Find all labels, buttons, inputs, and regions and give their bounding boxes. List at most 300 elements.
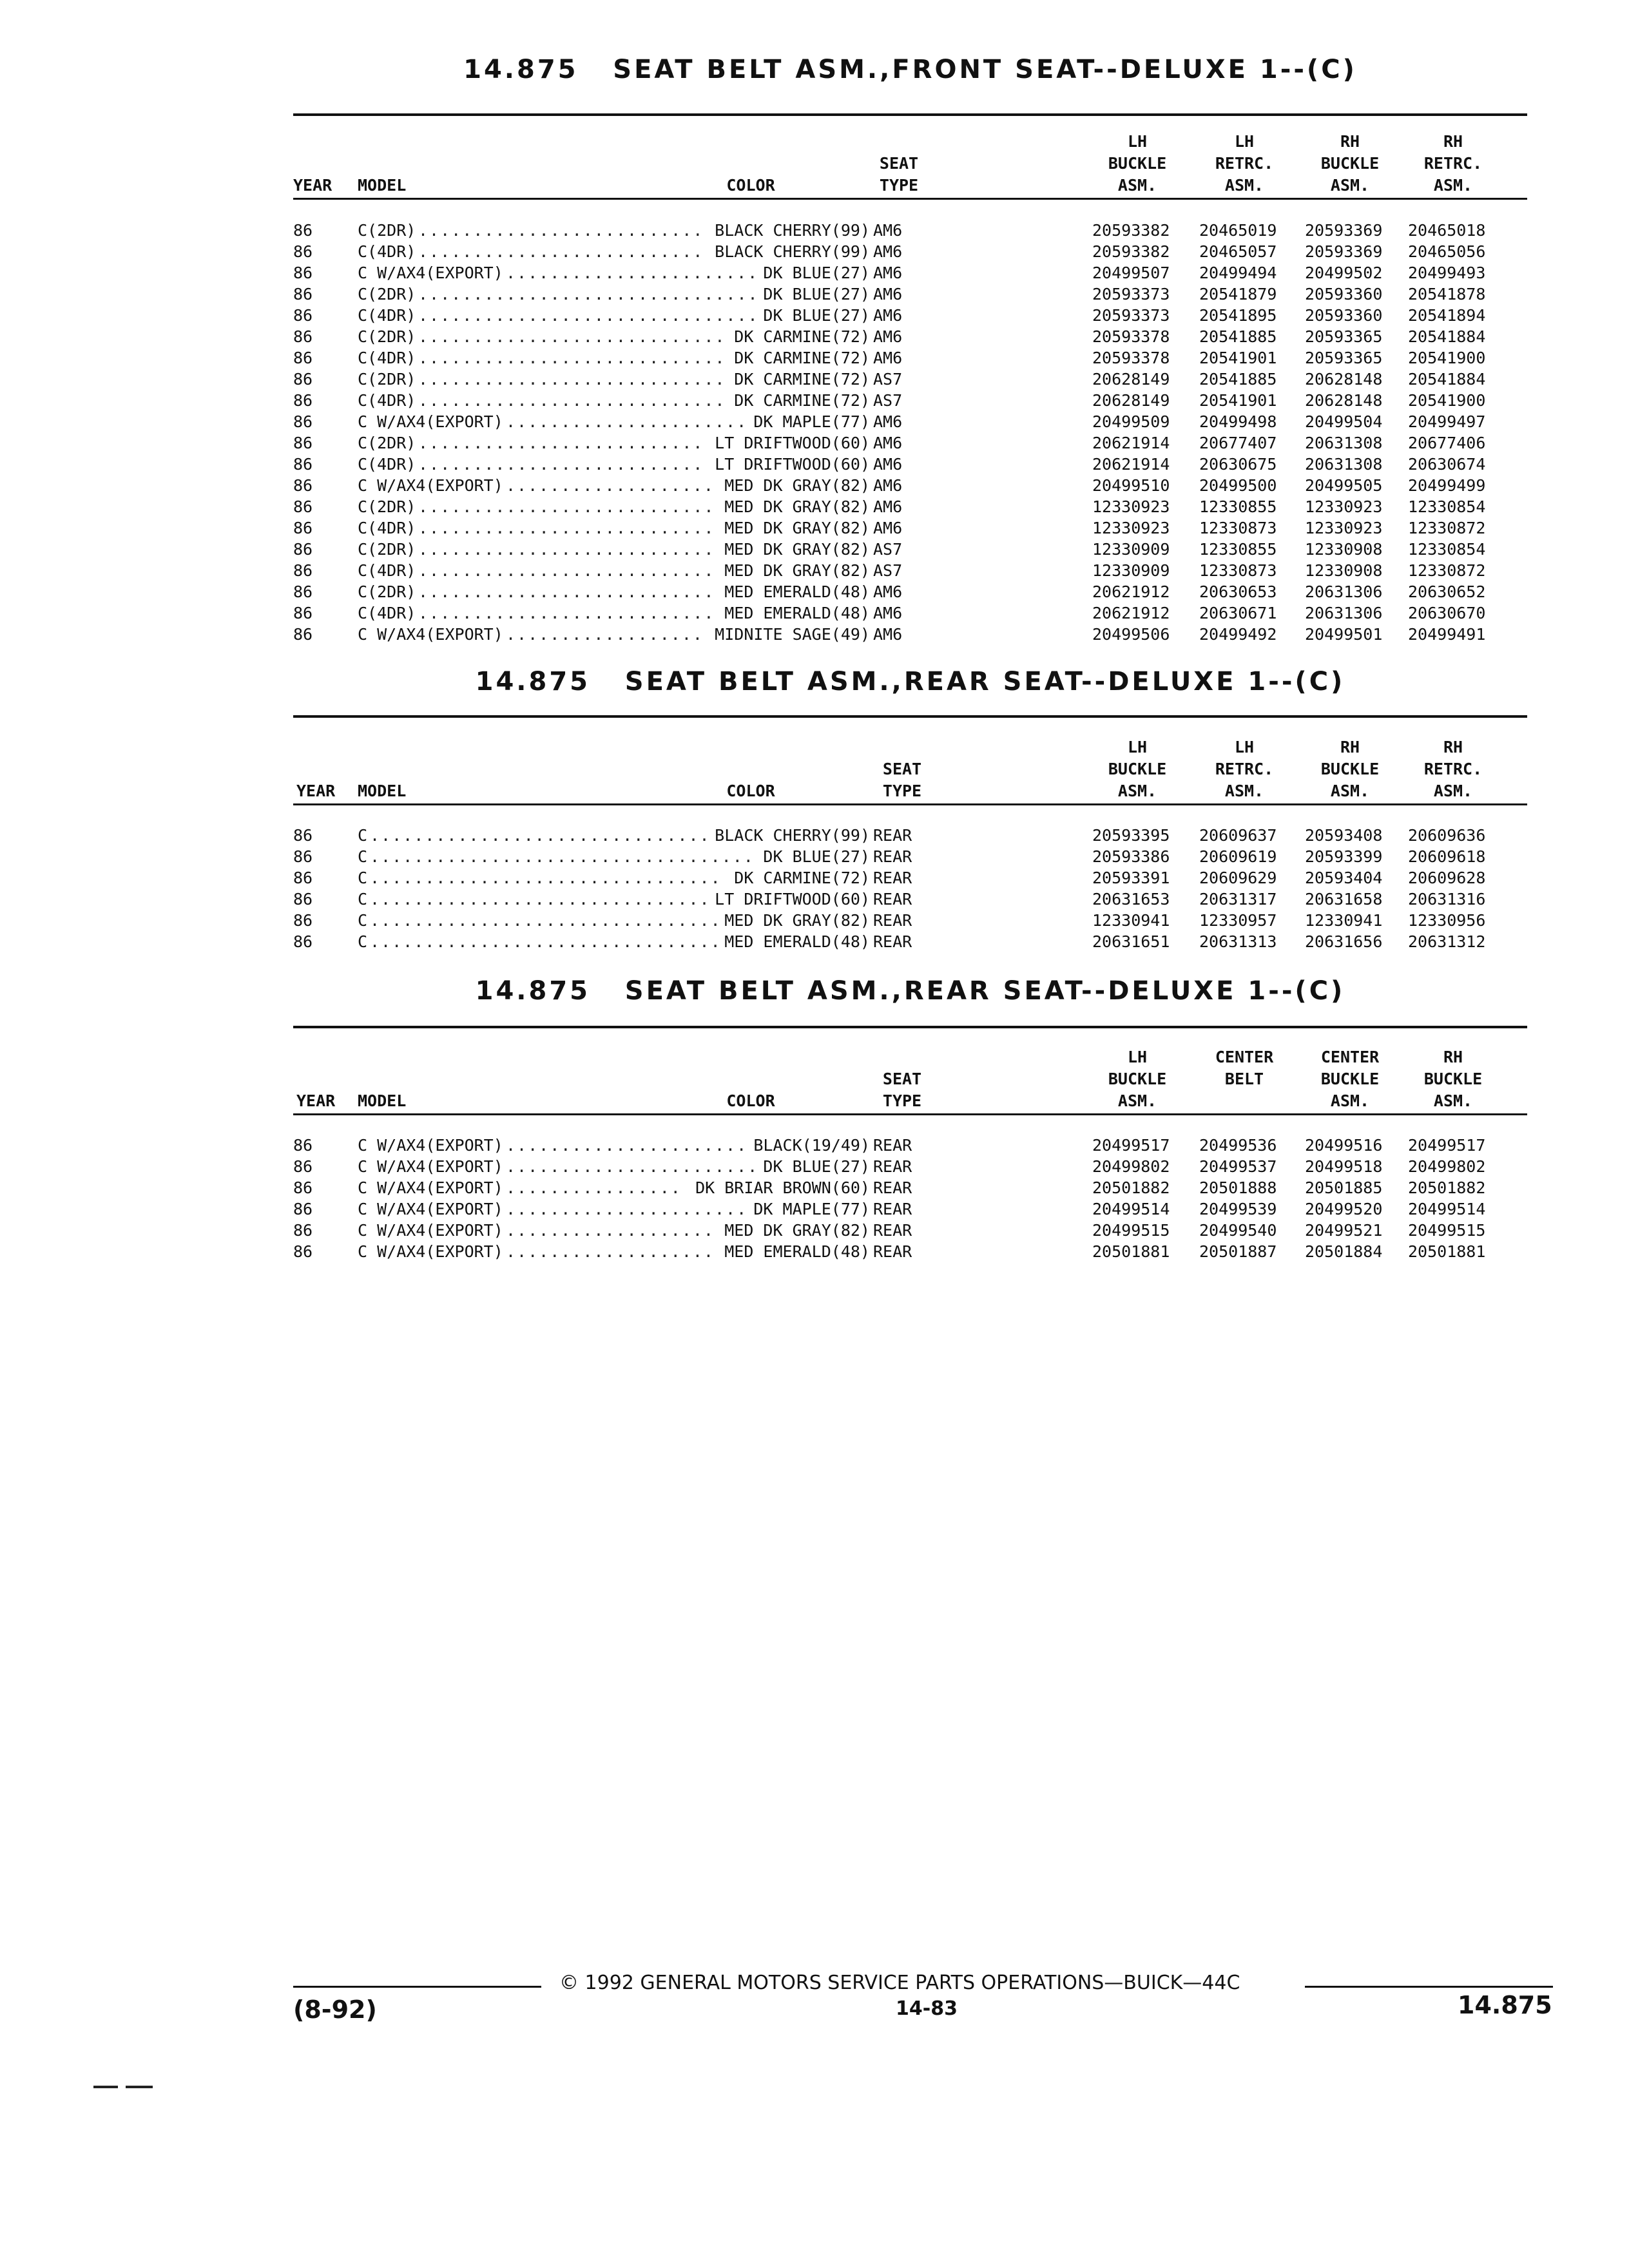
color-cell: LT DRIFTWOOD(60) (715, 890, 870, 908)
model-cell: C W/AX4(EXPORT) (358, 1242, 503, 1261)
color-cell: DK CARMINE(72) (734, 869, 870, 887)
n2-cell: 12330873 (1199, 519, 1277, 537)
header-model: MODEL (358, 782, 407, 800)
footer-page-number: 14-83 (896, 1997, 958, 2020)
color-cell: DK MAPLE(77) (753, 412, 870, 431)
color-cell: MED DK GRAY(82) (724, 540, 870, 559)
n2-cell: 20677407 (1199, 434, 1277, 452)
n3-cell: 20593404 (1305, 869, 1383, 887)
leader-dots: ............................ (418, 391, 726, 410)
color-cell: DK CARMINE(72) (734, 349, 870, 367)
table-row (293, 1177, 1527, 1198)
seat-type-cell: AM6 (873, 582, 903, 601)
n2-cell: 20630675 (1199, 455, 1277, 474)
color-cell: DK BLUE(27) (763, 847, 870, 866)
n3-cell: 20593369 (1305, 242, 1383, 261)
header-n3: RH BUCKLE ASM. (1320, 132, 1380, 195)
seat-type-cell: REAR (873, 1136, 912, 1155)
seat-type-cell: AM6 (873, 434, 903, 452)
leader-dots: ................... (506, 1242, 715, 1261)
header-model: MODEL (358, 176, 407, 195)
header-seat-type: SEAT TYPE (882, 760, 922, 800)
leader-dots: ...................... (506, 412, 748, 431)
n4-cell: 20499517 (1408, 1136, 1486, 1155)
n2-cell: 20499540 (1199, 1221, 1277, 1240)
model-cell: C(2DR) (358, 540, 416, 559)
leader-dots: .......................... (418, 221, 704, 240)
header-year: YEAR (293, 176, 333, 195)
seat-type-cell: AM6 (873, 604, 903, 622)
header-n2: LH RETRC. ASM. (1215, 738, 1274, 800)
n3-cell: 20499518 (1305, 1157, 1383, 1176)
year-cell: 86 (293, 434, 313, 452)
color-cell: BLACK CHERRY(99) (715, 242, 870, 261)
model-cell: C W/AX4(EXPORT) (358, 264, 503, 282)
n3-cell: 20631308 (1305, 434, 1383, 452)
n2-cell: 20630653 (1199, 582, 1277, 601)
n4-cell: 20677406 (1408, 434, 1486, 452)
header-n3: CENTER BUCKLE ASM. (1320, 1048, 1380, 1110)
seat-type-cell: REAR (873, 1178, 912, 1197)
n3-cell: 20501885 (1305, 1178, 1383, 1197)
n4-cell: 20631316 (1408, 890, 1486, 908)
table-row (293, 581, 1527, 602)
n3-cell: 20499505 (1305, 476, 1383, 495)
leader-dots: ........................... (418, 582, 715, 601)
color-cell: DK BRIAR BROWN(60) (695, 1178, 870, 1197)
color-cell: MED DK GRAY(82) (724, 911, 870, 930)
color-cell: BLACK CHERRY(99) (715, 826, 870, 845)
n4-cell: 12330854 (1408, 540, 1486, 559)
n1-cell: 20499510 (1092, 476, 1170, 495)
model-cell: C(2DR) (358, 285, 416, 303)
seat-type-cell: AS7 (873, 391, 903, 410)
model-cell: C(2DR) (358, 370, 416, 389)
n2-cell: 20609637 (1199, 826, 1277, 845)
seat-type-cell: REAR (873, 1242, 912, 1261)
leader-dots: ....................... (506, 1157, 759, 1176)
n1-cell: 20628149 (1092, 370, 1170, 389)
seat-type-cell: AM6 (873, 264, 903, 282)
n4-cell: 12330872 (1408, 561, 1486, 580)
n2-cell: 20499500 (1199, 476, 1277, 495)
model-cell: C W/AX4(EXPORT) (358, 625, 503, 644)
n1-cell: 20593373 (1092, 285, 1170, 303)
footer-rule-right (1305, 1986, 1553, 1988)
year-cell: 86 (293, 476, 313, 495)
n4-cell: 20501882 (1408, 1178, 1486, 1197)
n1-cell: 20593378 (1092, 349, 1170, 367)
n4-cell: 20541900 (1408, 391, 1486, 410)
divider (293, 113, 1527, 116)
n1-cell: 12330909 (1092, 561, 1170, 580)
year-cell: 86 (293, 604, 313, 622)
header-n4: RH BUCKLE ASM. (1423, 1048, 1483, 1110)
n2-cell: 20541885 (1199, 370, 1277, 389)
year-cell: 86 (293, 412, 313, 431)
seat-type-cell: AM6 (873, 306, 903, 325)
leader-dots: ........................... (418, 540, 715, 559)
seat-type-cell: AM6 (873, 625, 903, 644)
leader-dots: ............................ (418, 349, 726, 367)
n1-cell: 20621912 (1092, 582, 1170, 601)
n3-cell: 20628148 (1305, 370, 1383, 389)
n1-cell: 12330909 (1092, 540, 1170, 559)
n1-cell: 20593378 (1092, 327, 1170, 346)
table-row (293, 1156, 1527, 1177)
n1-cell: 20499507 (1092, 264, 1170, 282)
divider (293, 715, 1527, 718)
table-row (293, 1241, 1527, 1262)
leader-dots: ................... (506, 476, 715, 495)
color-cell: BLACK CHERRY(99) (715, 221, 870, 240)
n2-cell: 20501887 (1199, 1242, 1277, 1261)
n4-cell: 20541900 (1408, 349, 1486, 367)
model-cell: C (358, 932, 368, 951)
model-cell: C (358, 847, 368, 866)
header-n2: LH RETRC. ASM. (1215, 132, 1274, 195)
model-cell: C(2DR) (358, 434, 416, 452)
table-row (293, 602, 1527, 624)
year-cell: 86 (293, 1200, 313, 1218)
n2-cell: 20630671 (1199, 604, 1277, 622)
n3-cell: 20499502 (1305, 264, 1383, 282)
model-cell: C W/AX4(EXPORT) (358, 412, 503, 431)
color-cell: DK BLUE(27) (763, 264, 870, 282)
table-row (293, 347, 1527, 369)
n2-cell: 12330855 (1199, 497, 1277, 516)
color-cell: DK BLUE(27) (763, 306, 870, 325)
model-cell: C (358, 890, 368, 908)
leader-dots: ............................ (418, 327, 726, 346)
n1-cell: 20499802 (1092, 1157, 1170, 1176)
n2-cell: 20541901 (1199, 391, 1277, 410)
n2-cell: 20465019 (1199, 221, 1277, 240)
table-row (293, 390, 1527, 411)
model-cell: C (358, 911, 368, 930)
n1-cell: 20631651 (1092, 932, 1170, 951)
year-cell: 86 (293, 370, 313, 389)
leader-dots: ...................... (506, 1136, 748, 1155)
leader-dots: ................................... (370, 847, 755, 866)
year-cell: 86 (293, 327, 313, 346)
n2-cell: 12330957 (1199, 911, 1277, 930)
table-row (293, 284, 1527, 305)
n3-cell: 12330908 (1305, 561, 1383, 580)
header-divider (293, 1113, 1527, 1115)
n1-cell: 20621914 (1092, 434, 1170, 452)
seat-type-cell: AS7 (873, 370, 903, 389)
table-row (293, 496, 1527, 517)
color-cell: DK MAPLE(77) (753, 1200, 870, 1218)
n2-cell: 20609629 (1199, 869, 1277, 887)
year-cell: 86 (293, 1136, 313, 1155)
n3-cell: 20593399 (1305, 847, 1383, 866)
year-cell: 86 (293, 1221, 313, 1240)
seat-type-cell: AM6 (873, 327, 903, 346)
model-cell: C W/AX4(EXPORT) (358, 1157, 503, 1176)
table-row (293, 517, 1527, 539)
table-row (293, 220, 1527, 241)
color-cell: BLACK(19/49) (753, 1136, 870, 1155)
table-row (293, 262, 1527, 284)
model-cell: C (358, 869, 368, 887)
year-cell: 86 (293, 1178, 313, 1197)
n1-cell: 20501882 (1092, 1178, 1170, 1197)
n1-cell: 12330941 (1092, 911, 1170, 930)
seat-type-cell: REAR (873, 890, 912, 908)
leader-dots: ................................ (370, 869, 722, 887)
model-cell: C(2DR) (358, 582, 416, 601)
table-row (293, 369, 1527, 390)
n1-cell: 20499506 (1092, 625, 1170, 644)
year-cell: 86 (293, 519, 313, 537)
year-cell: 86 (293, 391, 313, 410)
header-n4: RH RETRC. ASM. (1423, 738, 1483, 800)
model-cell: C W/AX4(EXPORT) (358, 1136, 503, 1155)
table-row (293, 241, 1527, 262)
table-row (293, 910, 1527, 931)
color-cell: MED EMERALD(48) (724, 1242, 870, 1261)
leader-dots: ........................... (418, 519, 715, 537)
n3-cell: 20593365 (1305, 349, 1383, 367)
n4-cell: 20630674 (1408, 455, 1486, 474)
leader-dots: ........................... (418, 604, 715, 622)
n2-cell: 12330873 (1199, 561, 1277, 580)
n3-cell: 20631308 (1305, 455, 1383, 474)
header-color: COLOR (726, 176, 775, 195)
table-row (293, 475, 1527, 496)
table-row (293, 411, 1527, 432)
leader-dots: ................... (506, 1221, 715, 1240)
model-cell: C(2DR) (358, 497, 416, 516)
table-row (293, 1220, 1527, 1241)
model-cell: C(4DR) (358, 391, 416, 410)
header-color: COLOR (726, 782, 775, 800)
n2-cell: 20541895 (1199, 306, 1277, 325)
year-cell: 86 (293, 847, 313, 866)
seat-type-cell: AM6 (873, 497, 903, 516)
year-cell: 86 (293, 1242, 313, 1261)
n1-cell: 20593382 (1092, 242, 1170, 261)
scan-mark (93, 2086, 118, 2088)
n2-cell: 20541885 (1199, 327, 1277, 346)
n4-cell: 20499493 (1408, 264, 1486, 282)
seat-type-cell: AM6 (873, 285, 903, 303)
n4-cell: 20499497 (1408, 412, 1486, 431)
n1-cell: 20593391 (1092, 869, 1170, 887)
n2-cell: 20499494 (1199, 264, 1277, 282)
color-cell: DK BLUE(27) (763, 1157, 870, 1176)
leader-dots: .......................... (418, 242, 704, 261)
n2-cell: 20499537 (1199, 1157, 1277, 1176)
leader-dots: ....................... (506, 264, 759, 282)
header-n2: CENTER BELT (1215, 1048, 1274, 1088)
seat-type-cell: AM6 (873, 242, 903, 261)
n3-cell: 20499521 (1305, 1221, 1383, 1240)
footer-section-number: 14.875 (1458, 1991, 1552, 2019)
table-row (293, 825, 1527, 846)
color-cell: MIDNITE SAGE(49) (715, 625, 870, 644)
year-cell: 86 (293, 221, 313, 240)
header-year: YEAR (296, 1091, 336, 1110)
n3-cell: 20593369 (1305, 221, 1383, 240)
color-cell: MED DK GRAY(82) (724, 561, 870, 580)
table-row (293, 432, 1527, 454)
n1-cell: 20499515 (1092, 1221, 1170, 1240)
leader-dots: ............................... (418, 285, 759, 303)
leader-dots: .................. (506, 625, 704, 644)
table-row (293, 931, 1527, 952)
table-row (293, 1198, 1527, 1220)
n3-cell: 12330923 (1305, 519, 1383, 537)
footer-copyright: © 1992 GENERAL MOTORS SERVICE PARTS OPERATIONS—BUICK—44C (559, 1972, 1240, 1994)
n2-cell: 20499492 (1199, 625, 1277, 644)
color-cell: LT DRIFTWOOD(60) (715, 455, 870, 474)
year-cell: 86 (293, 306, 313, 325)
n3-cell: 20501884 (1305, 1242, 1383, 1261)
seat-type-cell: AM6 (873, 455, 903, 474)
n3-cell: 20499504 (1305, 412, 1383, 431)
n2-cell: 20631313 (1199, 932, 1277, 951)
header-seat-type: SEAT TYPE (879, 154, 919, 195)
n3-cell: 20593360 (1305, 285, 1383, 303)
color-cell: LT DRIFTWOOD(60) (715, 434, 870, 452)
leader-dots: ........................... (418, 497, 715, 516)
n1-cell: 20631653 (1092, 890, 1170, 908)
n3-cell: 20593360 (1305, 306, 1383, 325)
table-row (293, 454, 1527, 475)
n1-cell: 20593373 (1092, 306, 1170, 325)
leader-dots: ............................... (370, 826, 711, 845)
seat-type-cell: AM6 (873, 412, 903, 431)
n2-cell: 20499498 (1199, 412, 1277, 431)
n3-cell: 12330923 (1305, 497, 1383, 516)
seat-type-cell: REAR (873, 1221, 912, 1240)
leader-dots: ................ (506, 1178, 682, 1197)
n4-cell: 20499515 (1408, 1221, 1486, 1240)
year-cell: 86 (293, 625, 313, 644)
year-cell: 86 (293, 561, 313, 580)
year-cell: 86 (293, 911, 313, 930)
year-cell: 86 (293, 582, 313, 601)
model-cell: C W/AX4(EXPORT) (358, 1178, 503, 1197)
model-cell: C W/AX4(EXPORT) (358, 476, 503, 495)
seat-type-cell: AM6 (873, 349, 903, 367)
n2-cell: 20465057 (1199, 242, 1277, 261)
model-cell: C(2DR) (358, 327, 416, 346)
section-title: 14.875 SEAT BELT ASM.,FRONT SEAT--DELUXE 1--(C) (463, 55, 1357, 84)
seat-type-cell: REAR (873, 869, 912, 887)
header-seat-type: SEAT TYPE (882, 1070, 922, 1110)
n3-cell: 12330908 (1305, 540, 1383, 559)
n4-cell: 20501881 (1408, 1242, 1486, 1261)
n1-cell: 20499517 (1092, 1136, 1170, 1155)
n4-cell: 12330956 (1408, 911, 1486, 930)
color-cell: MED DK GRAY(82) (724, 1221, 870, 1240)
leader-dots: .......................... (418, 455, 704, 474)
header-year: YEAR (296, 782, 336, 800)
parts-table (293, 1135, 1527, 1262)
model-cell: C W/AX4(EXPORT) (358, 1200, 503, 1218)
n1-cell: 12330923 (1092, 497, 1170, 516)
leader-dots: ............................... (370, 890, 711, 908)
n2-cell: 20499539 (1199, 1200, 1277, 1218)
seat-type-cell: AM6 (873, 519, 903, 537)
table-row (293, 560, 1527, 581)
seat-type-cell: AS7 (873, 540, 903, 559)
header-n3: RH BUCKLE ASM. (1320, 738, 1380, 800)
n3-cell: 20631658 (1305, 890, 1383, 908)
n4-cell: 20609636 (1408, 826, 1486, 845)
n3-cell: 20499520 (1305, 1200, 1383, 1218)
leader-dots: ...................... (506, 1200, 748, 1218)
divider (293, 1026, 1527, 1028)
model-cell: C(2DR) (358, 221, 416, 240)
color-cell: MED DK GRAY(82) (724, 519, 870, 537)
model-cell: C(4DR) (358, 349, 416, 367)
year-cell: 86 (293, 455, 313, 474)
color-cell: DK BLUE(27) (763, 285, 870, 303)
header-n1: LH BUCKLE ASM. (1108, 738, 1167, 800)
seat-type-cell: REAR (873, 911, 912, 930)
n3-cell: 20499501 (1305, 625, 1383, 644)
parts-table (293, 220, 1527, 645)
year-cell: 86 (293, 242, 313, 261)
n4-cell: 20630652 (1408, 582, 1486, 601)
leader-dots: ............................ (418, 370, 726, 389)
year-cell: 86 (293, 285, 313, 303)
header-model: MODEL (358, 1091, 407, 1110)
color-cell: MED DK GRAY(82) (724, 476, 870, 495)
n4-cell: 20499499 (1408, 476, 1486, 495)
n4-cell: 20541884 (1408, 327, 1486, 346)
model-cell: C(4DR) (358, 242, 416, 261)
leader-dots: ................................ (370, 932, 722, 951)
n4-cell: 20609628 (1408, 869, 1486, 887)
n1-cell: 20499509 (1092, 412, 1170, 431)
color-cell: MED DK GRAY(82) (724, 497, 870, 516)
seat-type-cell: REAR (873, 932, 912, 951)
n4-cell: 20609618 (1408, 847, 1486, 866)
year-cell: 86 (293, 540, 313, 559)
seat-type-cell: AM6 (873, 476, 903, 495)
seat-type-cell: REAR (873, 826, 912, 845)
n2-cell: 20541901 (1199, 349, 1277, 367)
year-cell: 86 (293, 890, 313, 908)
n4-cell: 20541878 (1408, 285, 1486, 303)
parts-table (293, 825, 1527, 952)
header-n1: LH BUCKLE ASM. (1108, 132, 1167, 195)
n3-cell: 20499516 (1305, 1136, 1383, 1155)
section-title: 14.875 SEAT BELT ASM.,REAR SEAT--DELUXE 1--(C) (475, 667, 1345, 697)
n1-cell: 20593386 (1092, 847, 1170, 866)
n4-cell: 12330872 (1408, 519, 1486, 537)
table-row (293, 539, 1527, 560)
table-row (293, 1135, 1527, 1156)
n4-cell: 20499514 (1408, 1200, 1486, 1218)
header-divider (293, 803, 1527, 805)
n4-cell: 20465056 (1408, 242, 1486, 261)
seat-type-cell: REAR (873, 1157, 912, 1176)
scan-mark (126, 2086, 153, 2088)
year-cell: 86 (293, 349, 313, 367)
n4-cell: 12330854 (1408, 497, 1486, 516)
n4-cell: 20499802 (1408, 1157, 1486, 1176)
footer-date-code: (8-92) (293, 1995, 377, 2024)
n2-cell: 12330855 (1199, 540, 1277, 559)
model-cell: C (358, 826, 368, 845)
